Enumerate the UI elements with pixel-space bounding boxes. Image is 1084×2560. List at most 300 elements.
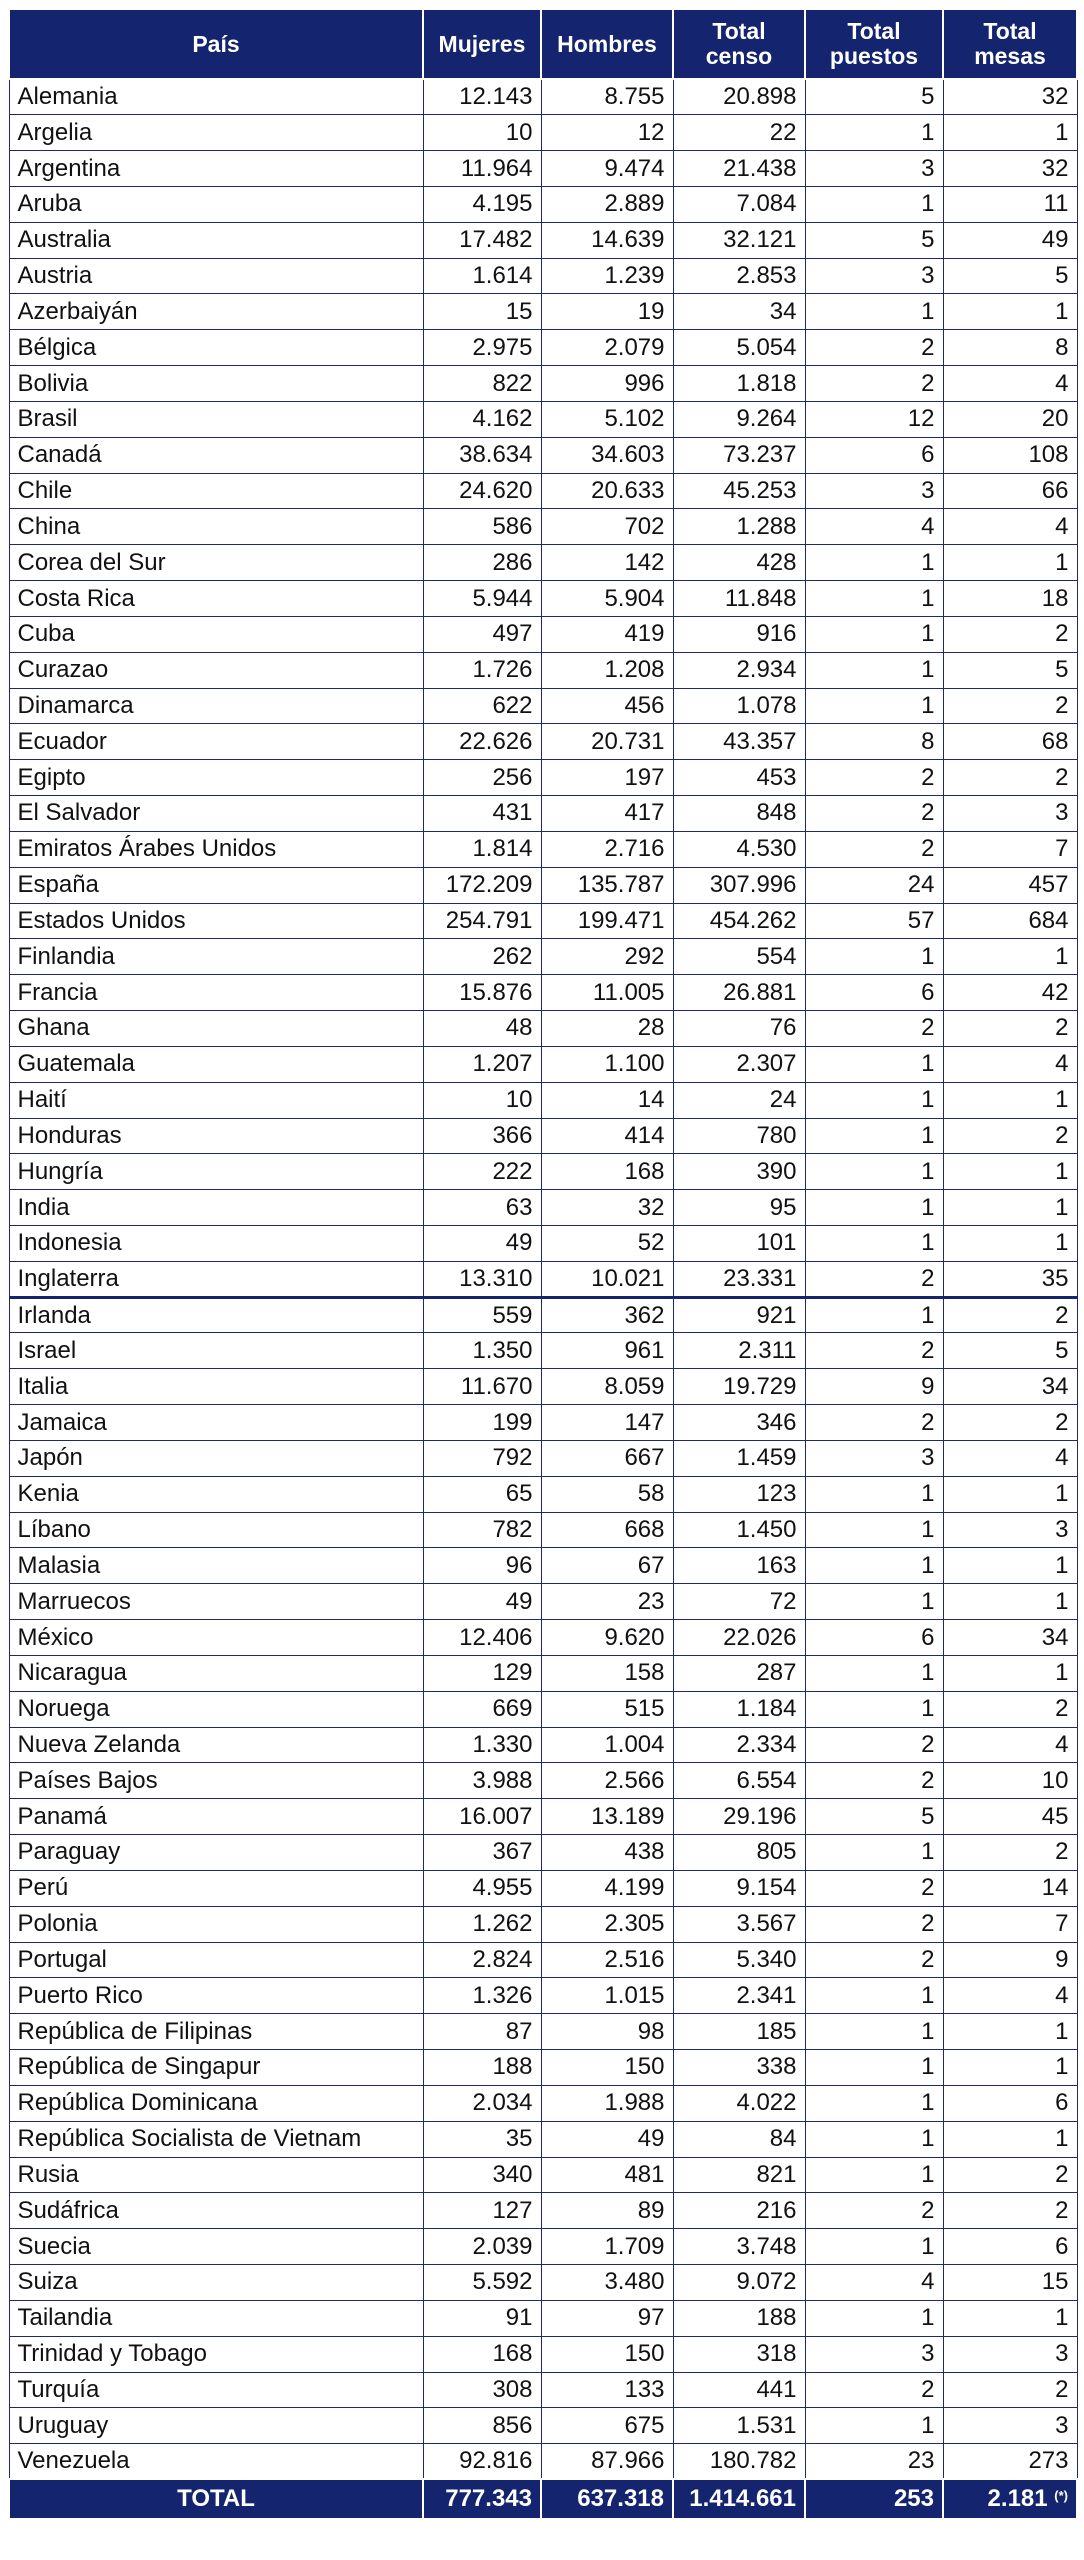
cell-mujeres: 286	[423, 545, 541, 581]
cell-hombres: 2.305	[541, 1906, 673, 1942]
cell-total-puestos: 2	[805, 2372, 943, 2408]
cell-mujeres: 172.209	[423, 867, 541, 903]
table-row	[9, 473, 1077, 509]
cell-total-censo: 4.022	[673, 2085, 805, 2121]
cell-total-puestos: 2	[805, 1763, 943, 1799]
cell-total-mesas: 4	[943, 366, 1077, 402]
cell-hombres: 961	[541, 1333, 673, 1369]
cell-total-mesas: 45	[943, 1799, 1077, 1835]
cell-pais: Kenia	[9, 1476, 423, 1512]
cell-hombres: 2.079	[541, 330, 673, 366]
cell-total-mesas: 3	[943, 2408, 1077, 2444]
cell-hombres: 419	[541, 616, 673, 652]
cell-pais: Azerbaiyán	[9, 294, 423, 330]
cell-pais: Haití	[9, 1082, 423, 1118]
cell-pais: Puerto Rico	[9, 1978, 423, 2014]
table-row	[9, 831, 1077, 867]
cell-total-mesas: 4	[943, 1046, 1077, 1082]
cell-total-puestos: 2	[805, 831, 943, 867]
cell-total-mesas: 34	[943, 1369, 1077, 1405]
cell-pais: Bélgica	[9, 330, 423, 366]
cell-total-puestos: 5	[805, 1799, 943, 1835]
total-hombres: 637.318	[541, 2479, 673, 2519]
cell-total-mesas: 1	[943, 2121, 1077, 2157]
cell-pais: Malasia	[9, 1548, 423, 1584]
cell-total-puestos: 1	[805, 2050, 943, 2086]
cell-total-censo: 101	[673, 1226, 805, 1262]
cell-total-mesas: 1	[943, 545, 1077, 581]
table-row	[9, 1405, 1077, 1441]
cell-hombres: 97	[541, 2300, 673, 2336]
cell-total-puestos: 1	[805, 186, 943, 222]
total-mesas-cell	[943, 2479, 1077, 2519]
cell-total-puestos: 2	[805, 366, 943, 402]
table-row	[9, 437, 1077, 473]
cell-total-puestos: 5	[805, 79, 943, 115]
cell-total-puestos: 57	[805, 903, 943, 939]
cell-total-censo: 6.554	[673, 1763, 805, 1799]
cell-pais: Chile	[9, 473, 423, 509]
cell-total-puestos: 1	[805, 2300, 943, 2336]
cell-hombres: 147	[541, 1405, 673, 1441]
cell-total-censo: 441	[673, 2372, 805, 2408]
cell-total-mesas: 2	[943, 1011, 1077, 1047]
cell-pais: Suiza	[9, 2265, 423, 2301]
cell-total-censo: 180.782	[673, 2444, 805, 2480]
table-row	[9, 1333, 1077, 1369]
table-row	[9, 366, 1077, 402]
cell-hombres: 12	[541, 115, 673, 151]
cell-total-censo: 95	[673, 1190, 805, 1226]
cell-mujeres: 17.482	[423, 222, 541, 258]
total-puestos: 253	[805, 2479, 943, 2519]
cell-mujeres: 87	[423, 2014, 541, 2050]
cell-pais: Alemania	[9, 79, 423, 115]
cell-mujeres: 48	[423, 1011, 541, 1047]
table-footer	[9, 2479, 1077, 2519]
cell-total-puestos: 24	[805, 867, 943, 903]
cell-pais: Rusia	[9, 2157, 423, 2193]
table-row	[9, 115, 1077, 151]
table-row	[9, 2336, 1077, 2372]
cell-pais: Hungría	[9, 1154, 423, 1190]
cell-total-mesas: 2	[943, 2372, 1077, 2408]
cell-hombres: 1.709	[541, 2229, 673, 2265]
cell-mujeres: 497	[423, 616, 541, 652]
cell-pais: Inglaterra	[9, 1261, 423, 1297]
cell-mujeres: 10	[423, 115, 541, 151]
table-row	[9, 760, 1077, 796]
cell-total-mesas: 3	[943, 1512, 1077, 1548]
cell-mujeres: 15	[423, 294, 541, 330]
cell-total-puestos: 6	[805, 975, 943, 1011]
cell-total-puestos: 2	[805, 760, 943, 796]
cell-pais: Uruguay	[9, 2408, 423, 2444]
cell-pais: Bolivia	[9, 366, 423, 402]
header-row	[9, 9, 1077, 79]
cell-mujeres: 49	[423, 1226, 541, 1262]
cell-total-censo: 3.567	[673, 1906, 805, 1942]
cell-total-censo: 2.853	[673, 258, 805, 294]
cell-hombres: 14.639	[541, 222, 673, 258]
header-pais: País	[9, 9, 423, 79]
cell-pais: Emiratos Árabes Unidos	[9, 831, 423, 867]
cell-total-puestos: 3	[805, 1440, 943, 1476]
cell-total-censo: 454.262	[673, 903, 805, 939]
cell-total-censo: 805	[673, 1835, 805, 1871]
cell-mujeres: 340	[423, 2157, 541, 2193]
cell-total-puestos: 1	[805, 581, 943, 617]
table-row	[9, 1369, 1077, 1405]
cell-hombres: 23	[541, 1584, 673, 1620]
cell-pais: Italia	[9, 1369, 423, 1405]
table-row	[9, 545, 1077, 581]
cell-pais: Argentina	[9, 151, 423, 187]
header-mujeres: Mujeres	[423, 9, 541, 79]
cell-pais: Indonesia	[9, 1226, 423, 1262]
footnote-mark: (*)	[1054, 2488, 1068, 2504]
cell-hombres: 5.904	[541, 581, 673, 617]
cell-total-puestos: 1	[805, 1978, 943, 2014]
cell-pais: Ecuador	[9, 724, 423, 760]
cell-total-mesas: 7	[943, 1906, 1077, 1942]
cell-total-mesas: 2	[943, 1835, 1077, 1871]
cell-total-mesas: 2	[943, 1691, 1077, 1727]
cell-total-censo: 4.530	[673, 831, 805, 867]
cell-total-censo: 1.459	[673, 1440, 805, 1476]
cell-hombres: 702	[541, 509, 673, 545]
cell-pais: Finlandia	[9, 939, 423, 975]
cell-total-censo: 2.307	[673, 1046, 805, 1082]
cell-total-mesas: 1	[943, 1190, 1077, 1226]
cell-mujeres: 10	[423, 1082, 541, 1118]
header-total-mesas: Total mesas	[943, 9, 1077, 79]
cell-total-censo: 390	[673, 1154, 805, 1190]
cell-total-mesas: 66	[943, 473, 1077, 509]
cell-mujeres: 1.726	[423, 652, 541, 688]
cell-total-censo: 76	[673, 1011, 805, 1047]
cell-total-puestos: 3	[805, 258, 943, 294]
cell-total-censo: 185	[673, 2014, 805, 2050]
cell-total-mesas: 1	[943, 1584, 1077, 1620]
cell-mujeres: 5.592	[423, 2265, 541, 2301]
cell-total-mesas: 1	[943, 115, 1077, 151]
table-row	[9, 1978, 1077, 2014]
table-row	[9, 509, 1077, 545]
table-row	[9, 2121, 1077, 2157]
cell-mujeres: 16.007	[423, 1799, 541, 1835]
cell-total-censo: 24	[673, 1082, 805, 1118]
cell-hombres: 668	[541, 1512, 673, 1548]
header-total-puestos: Total puestos	[805, 9, 943, 79]
cell-hombres: 58	[541, 1476, 673, 1512]
census-table-container	[8, 8, 1076, 2520]
cell-total-mesas: 4	[943, 509, 1077, 545]
cell-hombres: 9.474	[541, 151, 673, 187]
cell-hombres: 414	[541, 1118, 673, 1154]
cell-total-censo: 123	[673, 1476, 805, 1512]
cell-total-censo: 5.340	[673, 1942, 805, 1978]
cell-total-puestos: 4	[805, 509, 943, 545]
cell-total-censo: 1.184	[673, 1691, 805, 1727]
cell-total-mesas: 273	[943, 2444, 1077, 2480]
cell-hombres: 133	[541, 2372, 673, 2408]
cell-total-censo: 32.121	[673, 222, 805, 258]
cell-total-puestos: 1	[805, 616, 943, 652]
cell-total-mesas: 1	[943, 2050, 1077, 2086]
cell-pais: Costa Rica	[9, 581, 423, 617]
table-row	[9, 1620, 1077, 1656]
cell-total-censo: 9.264	[673, 401, 805, 437]
cell-total-puestos: 1	[805, 294, 943, 330]
table-row	[9, 2085, 1077, 2121]
cell-total-mesas: 1	[943, 1154, 1077, 1190]
cell-hombres: 1.015	[541, 1978, 673, 2014]
cell-total-censo: 72	[673, 1584, 805, 1620]
cell-pais: China	[9, 509, 423, 545]
cell-total-puestos: 1	[805, 688, 943, 724]
table-row	[9, 1655, 1077, 1691]
cell-total-censo: 7.084	[673, 186, 805, 222]
cell-pais: Irlanda	[9, 1297, 423, 1333]
table-row	[9, 294, 1077, 330]
cell-hombres: 675	[541, 2408, 673, 2444]
table-row	[9, 2300, 1077, 2336]
cell-mujeres: 1.330	[423, 1727, 541, 1763]
cell-total-mesas: 34	[943, 1620, 1077, 1656]
cell-total-puestos: 1	[805, 2157, 943, 2193]
cell-hombres: 292	[541, 939, 673, 975]
cell-mujeres: 792	[423, 1440, 541, 1476]
table-row	[9, 903, 1077, 939]
table-row	[9, 939, 1077, 975]
cell-mujeres: 4.195	[423, 186, 541, 222]
table-row	[9, 688, 1077, 724]
cell-total-mesas: 18	[943, 581, 1077, 617]
cell-pais: República Socialista de Vietnam	[9, 2121, 423, 2157]
cell-pais: Egipto	[9, 760, 423, 796]
cell-total-mesas: 1	[943, 939, 1077, 975]
cell-total-censo: 1.450	[673, 1512, 805, 1548]
cell-pais: Líbano	[9, 1512, 423, 1548]
cell-total-mesas: 9	[943, 1942, 1077, 1978]
cell-total-mesas: 49	[943, 222, 1077, 258]
table-row	[9, 1046, 1077, 1082]
cell-pais: República de Filipinas	[9, 2014, 423, 2050]
cell-total-mesas: 6	[943, 2229, 1077, 2265]
cell-total-puestos: 1	[805, 1154, 943, 1190]
table-row	[9, 2372, 1077, 2408]
cell-total-puestos: 1	[805, 1297, 943, 1333]
cell-hombres: 5.102	[541, 401, 673, 437]
cell-total-censo: 21.438	[673, 151, 805, 187]
cell-total-mesas: 68	[943, 724, 1077, 760]
cell-mujeres: 127	[423, 2193, 541, 2229]
cell-total-censo: 916	[673, 616, 805, 652]
cell-total-puestos: 2	[805, 1727, 943, 1763]
cell-mujeres: 782	[423, 1512, 541, 1548]
cell-total-puestos: 6	[805, 1620, 943, 1656]
cell-pais: Portugal	[9, 1942, 423, 1978]
cell-total-puestos: 1	[805, 939, 943, 975]
cell-mujeres: 822	[423, 366, 541, 402]
cell-hombres: 8.755	[541, 79, 673, 115]
cell-total-censo: 1.078	[673, 688, 805, 724]
cell-total-puestos: 3	[805, 151, 943, 187]
table-row	[9, 2193, 1077, 2229]
cell-total-mesas: 14	[943, 1870, 1077, 1906]
cell-pais: Honduras	[9, 1118, 423, 1154]
table-row	[9, 1476, 1077, 1512]
table-row	[9, 2408, 1077, 2444]
cell-hombres: 1.004	[541, 1727, 673, 1763]
cell-hombres: 1.208	[541, 652, 673, 688]
cell-pais: Trinidad y Tobago	[9, 2336, 423, 2372]
cell-total-puestos: 8	[805, 724, 943, 760]
cell-total-mesas: 5	[943, 1333, 1077, 1369]
cell-mujeres: 5.944	[423, 581, 541, 617]
header-hombres: Hombres	[541, 9, 673, 79]
cell-pais: Jamaica	[9, 1405, 423, 1441]
cell-hombres: 1.100	[541, 1046, 673, 1082]
cell-total-mesas: 11	[943, 186, 1077, 222]
cell-hombres: 19	[541, 294, 673, 330]
cell-total-censo: 11.848	[673, 581, 805, 617]
cell-mujeres: 11.964	[423, 151, 541, 187]
cell-mujeres: 35	[423, 2121, 541, 2157]
cell-hombres: 142	[541, 545, 673, 581]
cell-total-censo: 73.237	[673, 437, 805, 473]
cell-pais: Cuba	[9, 616, 423, 652]
cell-hombres: 52	[541, 1226, 673, 1262]
table-row	[9, 1190, 1077, 1226]
cell-total-mesas: 684	[943, 903, 1077, 939]
cell-hombres: 89	[541, 2193, 673, 2229]
cell-total-mesas: 5	[943, 258, 1077, 294]
cell-hombres: 150	[541, 2050, 673, 2086]
total-row	[9, 2479, 1077, 2519]
cell-total-puestos: 3	[805, 2336, 943, 2372]
cell-total-censo: 2.934	[673, 652, 805, 688]
cell-total-censo: 23.331	[673, 1261, 805, 1297]
cell-mujeres: 168	[423, 2336, 541, 2372]
cell-total-censo: 428	[673, 545, 805, 581]
cell-hombres: 1.239	[541, 258, 673, 294]
table-row	[9, 186, 1077, 222]
cell-mujeres: 4.162	[423, 401, 541, 437]
cell-total-censo: 163	[673, 1548, 805, 1584]
cell-total-mesas: 2	[943, 760, 1077, 796]
cell-total-puestos: 5	[805, 222, 943, 258]
total-mujeres: 777.343	[423, 2479, 541, 2519]
cell-hombres: 67	[541, 1548, 673, 1584]
cell-total-puestos: 2	[805, 1011, 943, 1047]
cell-total-puestos: 2	[805, 1906, 943, 1942]
cell-mujeres: 431	[423, 796, 541, 832]
cell-hombres: 3.480	[541, 2265, 673, 2301]
cell-total-censo: 346	[673, 1405, 805, 1441]
cell-mujeres: 2.824	[423, 1942, 541, 1978]
cell-total-mesas: 1	[943, 1082, 1077, 1118]
cell-total-mesas: 32	[943, 151, 1077, 187]
cell-total-censo: 29.196	[673, 1799, 805, 1835]
cell-mujeres: 586	[423, 509, 541, 545]
cell-total-puestos: 2	[805, 1333, 943, 1369]
cell-total-puestos: 1	[805, 2014, 943, 2050]
cell-mujeres: 2.975	[423, 330, 541, 366]
cell-hombres: 20.731	[541, 724, 673, 760]
table-row	[9, 1154, 1077, 1190]
cell-pais: Japón	[9, 1440, 423, 1476]
cell-total-mesas: 1	[943, 1548, 1077, 1584]
table-row	[9, 151, 1077, 187]
cell-hombres: 49	[541, 2121, 673, 2157]
cell-mujeres: 24.620	[423, 473, 541, 509]
cell-mujeres: 856	[423, 2408, 541, 2444]
cell-total-mesas: 2	[943, 616, 1077, 652]
cell-total-puestos: 2	[805, 1870, 943, 1906]
cell-total-mesas: 1	[943, 2300, 1077, 2336]
census-table	[8, 8, 1078, 2520]
cell-total-censo: 9.072	[673, 2265, 805, 2301]
cell-total-puestos: 1	[805, 652, 943, 688]
table-row	[9, 724, 1077, 760]
cell-hombres: 515	[541, 1691, 673, 1727]
cell-pais: Argelia	[9, 115, 423, 151]
cell-total-puestos: 1	[805, 1691, 943, 1727]
cell-total-puestos: 1	[805, 1512, 943, 1548]
cell-hombres: 87.966	[541, 2444, 673, 2480]
cell-total-censo: 453	[673, 760, 805, 796]
cell-total-censo: 34	[673, 294, 805, 330]
cell-mujeres: 367	[423, 1835, 541, 1871]
cell-total-mesas: 6	[943, 2085, 1077, 2121]
cell-total-mesas: 3	[943, 2336, 1077, 2372]
cell-total-censo: 84	[673, 2121, 805, 2157]
cell-total-puestos: 1	[805, 1584, 943, 1620]
cell-hombres: 32	[541, 1190, 673, 1226]
cell-total-mesas: 457	[943, 867, 1077, 903]
cell-total-puestos: 1	[805, 1476, 943, 1512]
table-row	[9, 1870, 1077, 1906]
total-mesas: 2.181	[987, 2485, 1048, 2513]
table-row	[9, 401, 1077, 437]
table-row	[9, 1763, 1077, 1799]
cell-mujeres: 12.406	[423, 1620, 541, 1656]
cell-hombres: 8.059	[541, 1369, 673, 1405]
cell-total-puestos: 1	[805, 1548, 943, 1584]
cell-mujeres: 222	[423, 1154, 541, 1190]
cell-total-mesas: 2	[943, 1297, 1077, 1333]
cell-mujeres: 622	[423, 688, 541, 724]
cell-mujeres: 1.262	[423, 1906, 541, 1942]
cell-mujeres: 91	[423, 2300, 541, 2336]
cell-mujeres: 669	[423, 1691, 541, 1727]
table-row	[9, 330, 1077, 366]
cell-pais: Noruega	[9, 1691, 423, 1727]
table-row	[9, 1835, 1077, 1871]
cell-mujeres: 1.814	[423, 831, 541, 867]
cell-mujeres: 15.876	[423, 975, 541, 1011]
cell-total-censo: 2.311	[673, 1333, 805, 1369]
cell-total-mesas: 1	[943, 1226, 1077, 1262]
cell-hombres: 28	[541, 1011, 673, 1047]
table-row	[9, 1906, 1077, 1942]
cell-total-mesas: 42	[943, 975, 1077, 1011]
cell-hombres: 13.189	[541, 1799, 673, 1835]
cell-total-mesas: 3	[943, 796, 1077, 832]
cell-total-censo: 45.253	[673, 473, 805, 509]
